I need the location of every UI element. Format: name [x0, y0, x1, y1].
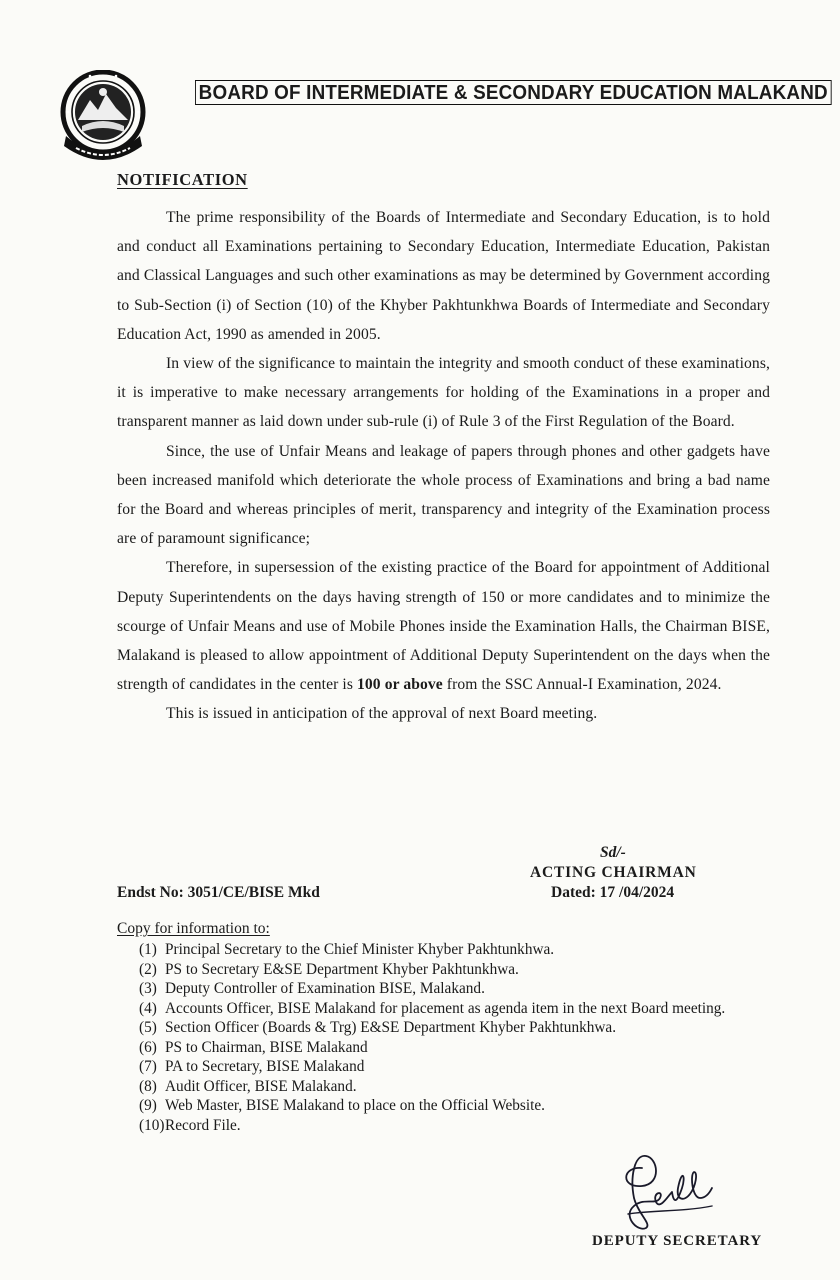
list-item: [139, 1077, 739, 1097]
list-item-number: (7): [139, 1058, 157, 1075]
paragraph-appointment-text: Therefore, in supersession of the existing practice of the Board for appointment of Additional Deputy Superintendents on the days having strength of 150 or more candidates and to minimize the scourge of Unfair Means and use of Mobile Phones inside the Examination Halls, the Chairman BISE, Malakand is pleased to allow appointment of Additional Deputy Superintendent on the days when the strength of candidates in the center is: [117, 559, 770, 694]
list-item: [139, 979, 739, 999]
list-item: [139, 960, 739, 980]
copy-heading: Copy for information to:: [117, 920, 270, 937]
list-item: [139, 1057, 739, 1077]
notification-body: [117, 203, 770, 729]
list-item: [139, 940, 739, 960]
board-name-title: BOARD OF INTERMEDIATE & SECONDARY EDUCATION MALAKAND: [195, 80, 832, 105]
strength-threshold: 100 or above: [357, 676, 443, 694]
list-item-number: (4): [139, 999, 157, 1017]
list-item-text: Deputy Controller of Examination BISE, Malakand.: [165, 980, 485, 997]
notification-heading: NOTIFICATION: [117, 170, 248, 189]
paragraph-responsibility: The prime responsibility of the Boards of Intermediate and Secondary Education, is to hold and conduct all Examinations pertaining to Secondary Education, Intermediate Education, Pakistan and Classical Languages and such other examinations as may be determined by Government according to Sub-Section (i) of Section (10) of the Khyber Pakhtunkhwa Boards of Intermediate and Secondary Education Act, 1990 as amended in 2005.: [117, 209, 770, 343]
handwritten-signature-icon: [612, 1148, 724, 1234]
list-item: [139, 1096, 739, 1116]
list-item-text: Section Officer (Boards & Trg) E&SE Department Khyber Pakhtunkhwa.: [165, 1019, 617, 1036]
deputy-secretary-title: DEPUTY SECRETARY: [592, 1233, 763, 1249]
list-item-text: Accounts Officer, BISE Malakand for placement as agenda item in the next Board meeting.: [165, 999, 726, 1017]
list-item-text: Audit Officer, BISE Malakand.: [165, 1077, 357, 1095]
endorsement-number: Endst No: 3051/CE/BISE Mkd: [117, 884, 320, 901]
list-item-text: Record File.: [165, 1116, 241, 1134]
notification-date: Dated: 17 /04/2024: [551, 884, 675, 901]
copy-recipient-list: [139, 940, 739, 1135]
list-item-number: (10): [139, 1116, 165, 1134]
list-item-number: (2): [139, 960, 157, 978]
acting-chairman-title: ACTING CHAIRMAN: [530, 864, 697, 881]
list-item-text: PA to Secretary, BISE Malakand: [165, 1058, 365, 1075]
list-item-number: (8): [139, 1077, 157, 1095]
list-item-number: (5): [139, 1019, 157, 1036]
list-item: [139, 999, 739, 1019]
paragraph-appointment-end: from the SSC Annual-I Examination, 2024.: [442, 676, 722, 694]
paragraph-integrity: In view of the significance to maintain the integrity and smooth conduct of these examinations, it is imperative to make necessary arrangements for holding of the Examinations in a proper and transparent manner as laid down under sub-rule (i) of Rule 3 of the First Regulation of the Board.: [117, 355, 770, 431]
list-item: [139, 1018, 739, 1038]
list-item-text: Web Master, BISE Malakand to place on the Official Website.: [165, 1097, 545, 1114]
list-item-text: Principal Secretary to the Chief Minister Khyber Pakhtunkhwa.: [165, 941, 555, 958]
paragraph-closing: This is issued in anticipation of the approval of next Board meeting.: [166, 705, 598, 723]
list-item: [139, 1038, 739, 1058]
list-item-number: (6): [139, 1038, 157, 1056]
list-item-number: (3): [139, 980, 157, 997]
list-item-number: (9): [139, 1097, 157, 1114]
list-item-number: (1): [139, 941, 157, 958]
list-item: [139, 1116, 739, 1136]
paragraph-unfair-means: Since, the use of Unfair Means and leakage of papers through phones and other gadgets have been increased manifold which deteriorate the whole process of Examinations and bring a bad name for the Board and whereas principles of merit, transparency and integrity of the Examination process are of paramount significance;: [117, 442, 770, 548]
list-item-text: PS to Secretary E&SE Department Khyber Pakhtunkhwa.: [165, 960, 519, 978]
sd-mark: Sd/-: [600, 844, 626, 861]
list-item-text: PS to Chairman, BISE Malakand: [165, 1038, 368, 1056]
bise-malakand-logo-seal-icon: [60, 70, 146, 166]
paragraph-appointment: [117, 553, 770, 699]
